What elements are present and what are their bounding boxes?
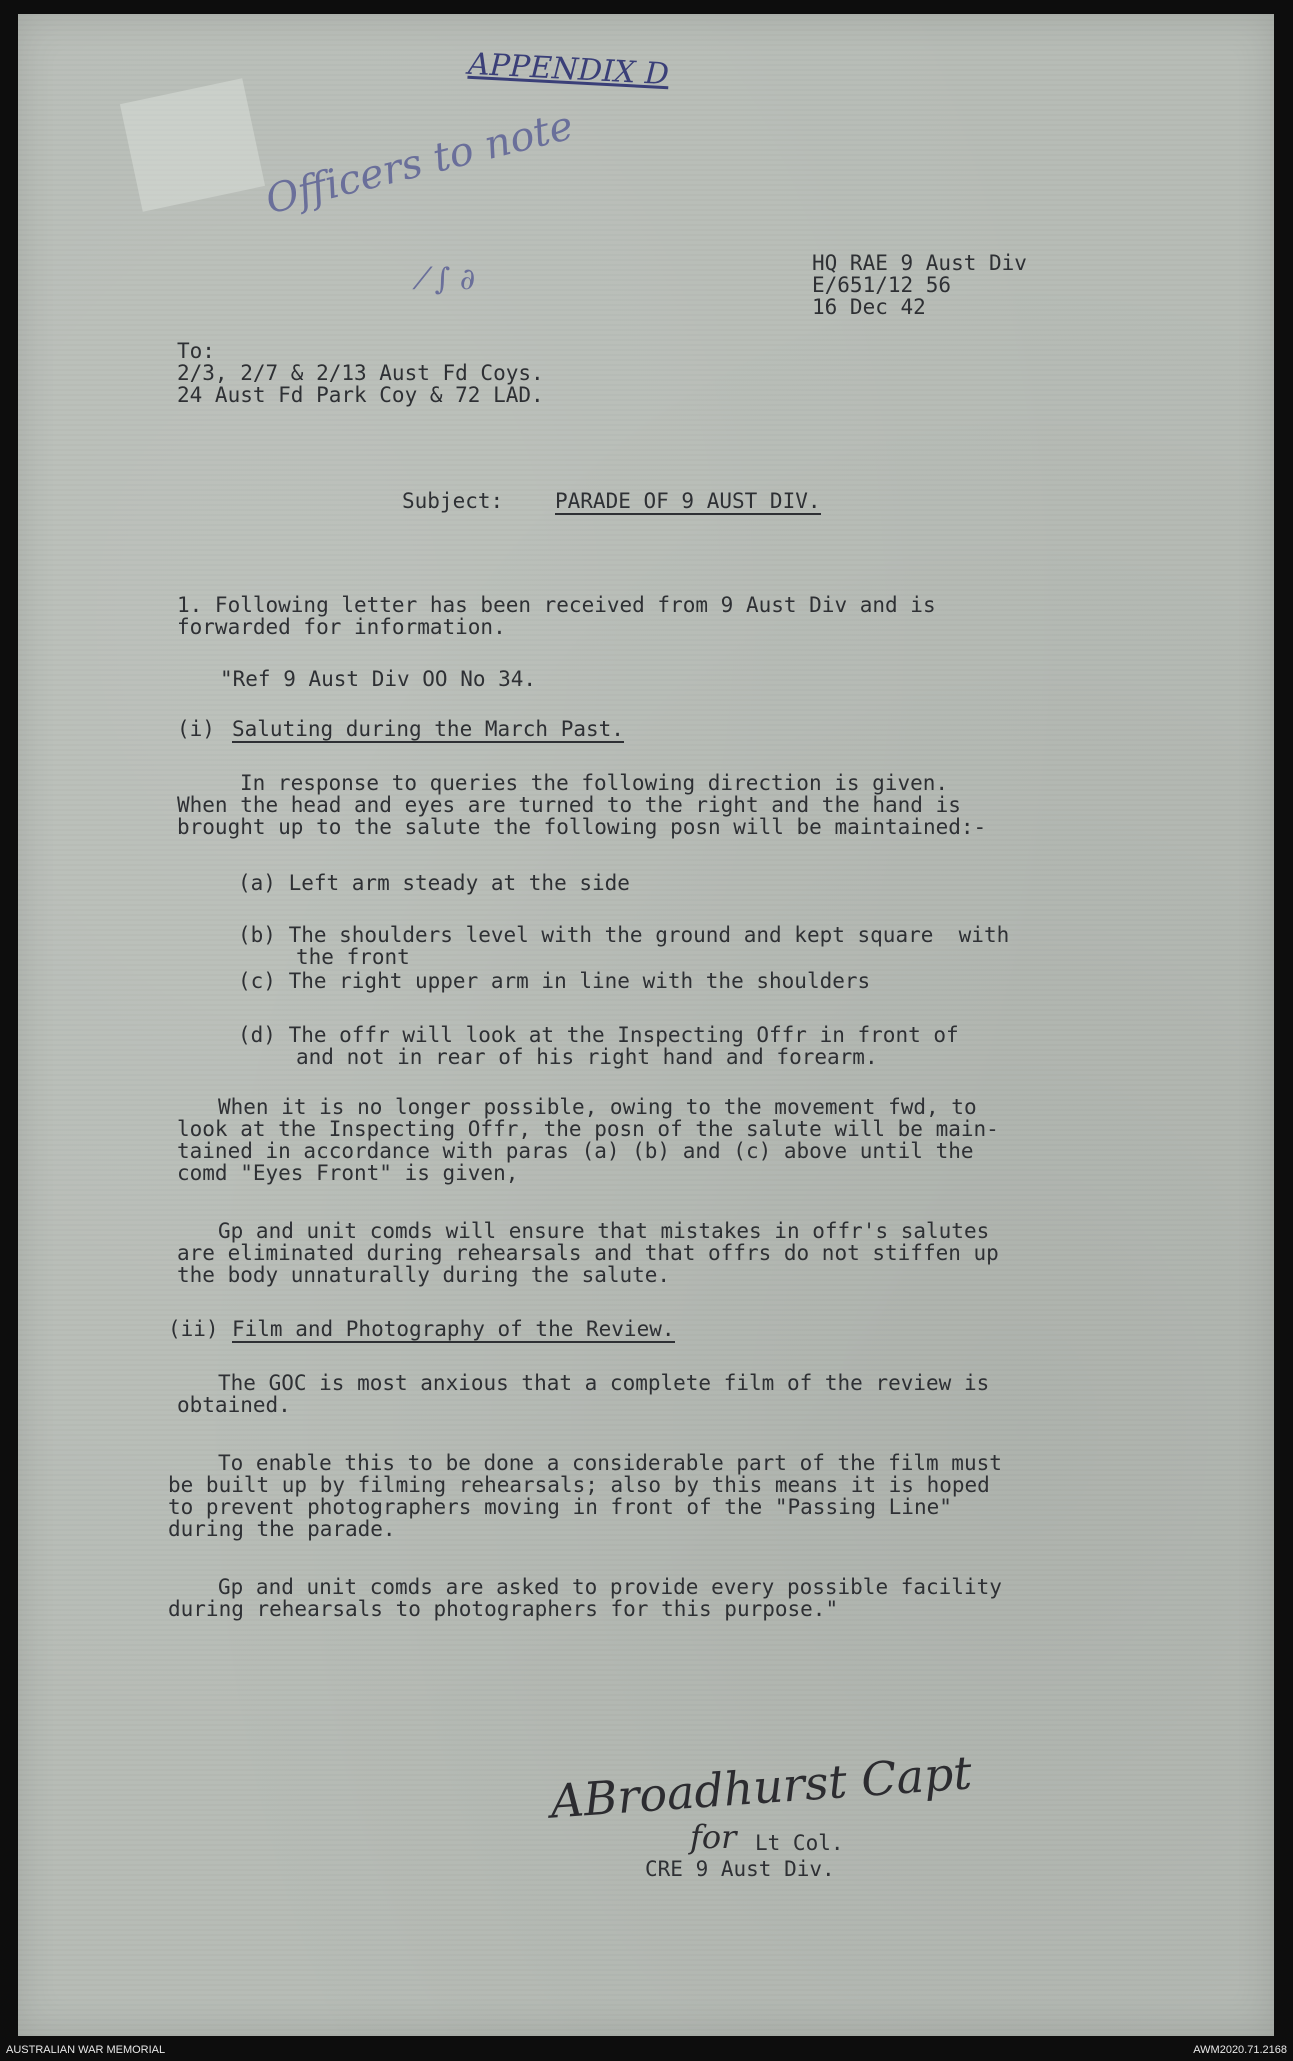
s1-p3-line-3: the body unnaturally during the salute. <box>177 1263 671 1287</box>
para1-line-2: forwarded for information. <box>177 615 506 639</box>
item-d-line-1: (d) The offr will look at the Inspecting Offr in front of <box>238 1023 959 1047</box>
s2-p2-line-1: To enable this to be done a considerable part of the film must <box>218 1451 1002 1475</box>
s2-p3-line-1: Gp and unit comds are asked to provide every possible facility <box>218 1575 1002 1599</box>
signature: ABroadhurst Capt <box>548 1745 974 1829</box>
s1-p3-line-2: are eliminated during rehearsals and that offrs do not stiffen up <box>177 1241 999 1265</box>
s2-p2-line-4: during the parade. <box>168 1517 396 1541</box>
section-2-heading: Film and Photography of the Review. <box>232 1317 675 1341</box>
pencil-initials: ⁄ ∫ ∂ <box>420 262 476 297</box>
to-line-1: 2/3, 2/7 & 2/13 Aust Fd Coys. <box>177 361 544 385</box>
item-c: (c) The right upper arm in line with the shoulders <box>238 969 871 993</box>
s1-p2-line-1: When it is no longer possible, owing to the movement fwd, to <box>218 1095 977 1119</box>
section-1-heading: Saluting during the March Past. <box>232 717 624 741</box>
reference-line: "Ref 9 Aust Div OO No 34. <box>220 667 537 691</box>
item-b-line-1: (b) The shoulders level with the ground and kept square with <box>238 923 1010 947</box>
s2-p1-line-1: The GOC is most anxious that a complete film of the review is <box>218 1371 990 1395</box>
s2-p2-line-2: be built up by filming rehearsals; also by this means it is hoped <box>168 1473 990 1497</box>
header-line-2: E/651/12 56 <box>812 273 952 297</box>
subject-label: Subject: <box>402 489 504 513</box>
s1-p2-line-3: tained in accordance with paras (a) (b) and (c) above until the <box>177 1139 974 1163</box>
item-b-line-2: the front <box>296 945 410 969</box>
appendix-annotation: APPENDIX D <box>467 46 670 93</box>
signature-rank: Lt Col. <box>755 1831 844 1855</box>
signature-for: for <box>690 1818 737 1856</box>
s1-p3-line-1: Gp and unit comds will ensure that mistakes in offr's salutes <box>218 1219 990 1243</box>
section-1-number: (i) <box>177 717 215 741</box>
s2-p3-line-2: during rehearsals to photographers for this purpose." <box>168 1597 839 1621</box>
para1-line-1: 1. Following letter has been received from 9 Aust Div and is <box>177 593 936 617</box>
s2-p2-line-3: to prevent photographers moving in front of the "Passing Line" <box>168 1495 952 1519</box>
header-line-3: 16 Dec 42 <box>812 295 926 319</box>
to-line-2: 24 Aust Fd Park Coy & 72 LAD. <box>177 383 544 407</box>
section-2-number: (ii) <box>168 1317 219 1341</box>
s1-p1-line-2: When the head and eyes are turned to the right and the hand is <box>177 793 961 817</box>
s1-p2-line-2: look at the Inspecting Offr, the posn of the salute will be main- <box>177 1117 999 1141</box>
header-line-1: HQ RAE 9 Aust Div <box>812 251 1027 275</box>
signature-title: CRE 9 Aust Div. <box>645 1857 835 1881</box>
s1-p1-line-3: brought up to the salute the following posn will be maintained:- <box>177 815 987 839</box>
subject-text: PARADE OF 9 AUST DIV. <box>555 489 821 513</box>
to-label: To: <box>177 339 215 363</box>
s2-p1-line-2: obtained. <box>177 1393 291 1417</box>
archive-footer-right: AWM2020.71.2168 <box>1193 2044 1287 2056</box>
item-a: (a) Left arm steady at the side <box>238 871 630 895</box>
s1-p1-line-1: In response to queries the following direction is given. <box>240 771 949 795</box>
archive-footer-left: AUSTRALIAN WAR MEMORIAL <box>6 2044 166 2056</box>
item-d-line-2: and not in rear of his right hand and forearm. <box>296 1045 878 1069</box>
pencil-note: Officers to note <box>261 102 578 224</box>
s1-p2-line-4: comd "Eyes Front" is given, <box>177 1161 519 1185</box>
